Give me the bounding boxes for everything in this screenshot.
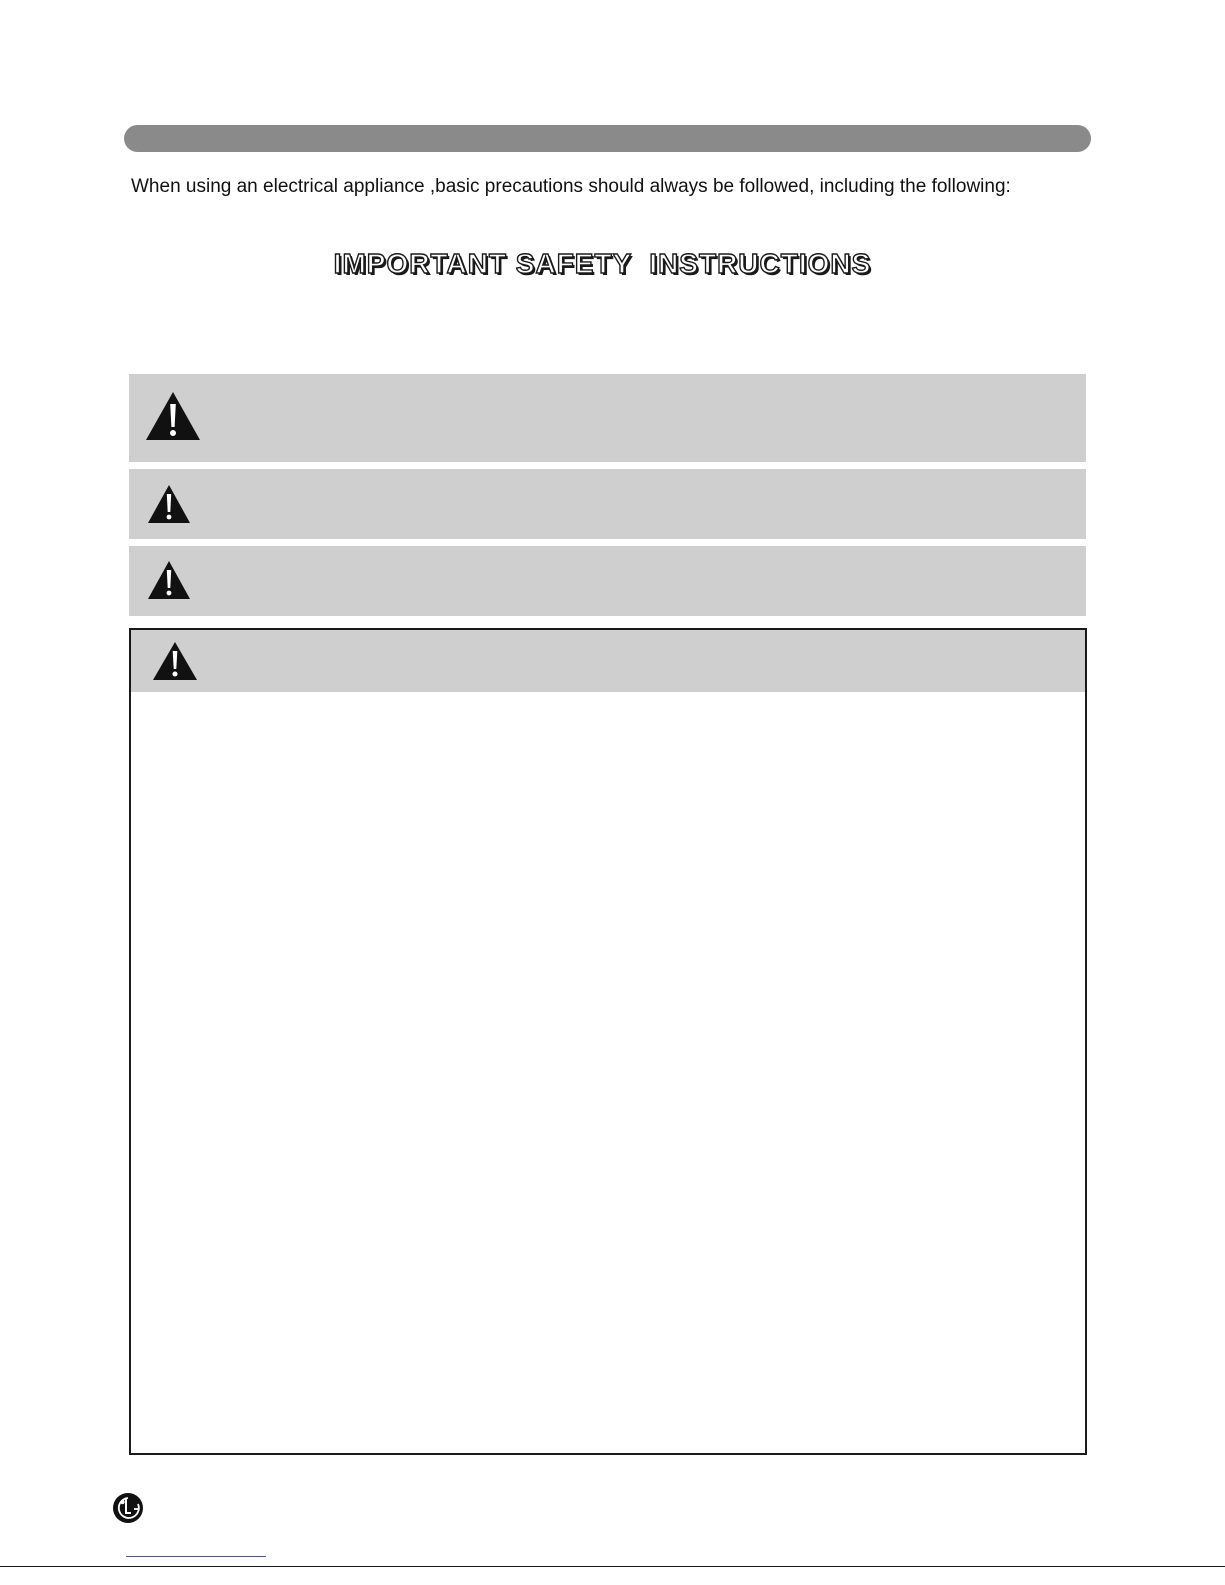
warning-band bbox=[129, 469, 1086, 539]
section-title-bar bbox=[124, 125, 1091, 152]
warning-triangle-icon bbox=[146, 483, 192, 525]
footer-link-underline[interactable] bbox=[126, 1556, 266, 1557]
lg-logo-icon bbox=[112, 1492, 144, 1524]
footer-rule bbox=[0, 1566, 1225, 1567]
intro-text: When using an electrical appliance ,basic precautions should always be followed, including the following: bbox=[131, 176, 1011, 197]
warning-box-header bbox=[131, 630, 1085, 692]
warning-triangle-icon bbox=[144, 390, 202, 442]
danger-band bbox=[129, 374, 1086, 462]
warning-box bbox=[129, 628, 1087, 1455]
caution-band bbox=[129, 546, 1086, 616]
warning-triangle-icon bbox=[146, 559, 192, 601]
warning-triangle-icon bbox=[151, 640, 199, 682]
warning-box-body bbox=[131, 692, 1085, 1453]
page-heading: IMPORTANT SAFETY INSTRUCTIONS bbox=[333, 248, 872, 279]
